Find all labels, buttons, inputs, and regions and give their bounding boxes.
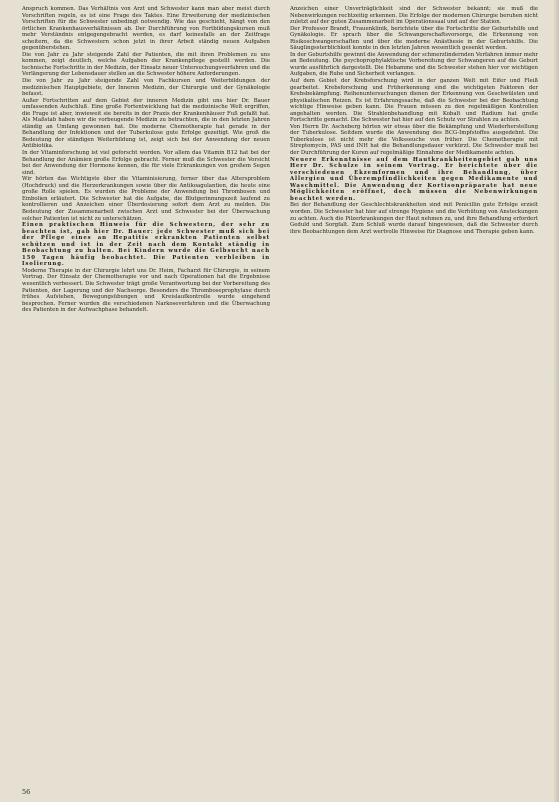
paragraph: Bei der Behandlung der Geschlechtskrankheiten sind mit Penicillin gute Erfolge erzielt worden. Die Schwester hat hier auf strenge Hygiene und die Verhütung von Ansteckungen zu achten. Auch die Pilzerkrankungen der Haut nehmen zu, und ihre Behandlung erfordert Geduld und Sorgfalt. Zum Schluß wurde darauf hingewiesen, daß die Schwester durch ihre Beobachtungen dem Arzt wertvolle Hinweise für Diagnose und Therapie geben kann.: [290, 202, 538, 235]
paragraph: Die von Jahr zu Jahr steigende Zahl der Patienten, die mit ihren Problemen zu uns kommen, zeigt deutlich, welche Aufgaben der Krankenpflege gestellt werden. Die technische Fortschritte in der Medizin, der Einsatz neuer Untersuchungsverfahren und die Verlängerung der Lebensdauer stellen an die Schwester höhere Anforderungen.: [22, 51, 270, 78]
paragraph: Moderne Therapie in der Chirurgie lehrt uns Dr. Heim, Facharzt für Chirurgie, in seinem Vortrag. Der Einsatz der Chemotherapie vor und nach Operationen hat die Ergebnisse wesentlich verbessert. Die Schwester trägt große Verantwortung bei der Vorbereitung des Patienten, der Lagerung und der Nachsorge. Besonders die Thromboseprophylaxe durch frühes Aufstehen, Bewegungsübungen und Kreislaufkontrolle wurde eingehend besprochen. Ferner wurden die verschiedenen Narkoseverfahren und die Überwachung des Patienten in der Aufwachphase behandelt.: [22, 267, 270, 314]
paragraph: Anzeichen einer Unverträglichkeit sind der Schwester bekannt; sie muß die Nebenwirkungen rechtzeitig erkennen. Die Erfolge der modernen Chirurgie beruhen nicht zuletzt auf der guten Zusammenarbeit im Operationssaal und auf der Station.: [290, 6, 538, 26]
page-number: 56: [22, 788, 31, 796]
paragraph: Anspruch kommen. Das Verhältnis von Arzt und Schwester kann man aber meist durch Vorschriften regeln, es ist eine Frage des Taktes. Eine Erweiterung der medizinischen Vorschriften für die Schwester unbedingt notwendig. Wie das geschieht, hängt von den örtlichen Krankenhausverhältnissen ab. Der Durchführung von Fortbildungskursen muß mehr Verständnis entgegengebracht werden, es darf keinesfalls an der Zeitfrage scheitern, da die Schwestern schon jetzt in ihrer Arbeit ständig neuen Aufgaben gegenüberstehen.: [22, 6, 270, 52]
paragraph: Die von Jahr zu Jahr steigende Zahl von Fachkursen und Weiterbildungen der medizinischen Hauptgebiete, der Inneren Medizin, der Chirurgie und der Gynäkologie befasst.: [22, 78, 270, 98]
paragraph: In der Geburtshilfe gewinnt die Anwendung der schmerzlindernden Verfahren immer mehr an Bedeutung. Die psychoprophylaktische Vorbereitung der Schwangeren auf die Geburt wurde ausführlich dargestellt. Die Hebamme und die Schwester stehen hier vor wichtigen Aufgaben, die Ruhe und Sicherheit verlangen.: [290, 51, 538, 78]
scan-edge-shadow: [553, 0, 559, 802]
paragraph: In der Vitaminforschung ist viel geforscht worden. Vor allem das Vitamin B12 hat bei der Behandlung der Anämien große Erfolge gebracht. Ferner muß die Schwester die Vorsicht bei der Anwendung der Hormone kennen, die für viele Erkrankungen von großem Segen sind.: [22, 150, 270, 176]
paragraph: Von Herrn Dr. Ascheberg hörten wir etwas über die Bekämpfung und Wiederherstellung der Tuberkulose. Seitdem wurde die Anwendung des BCG-Impfstoffes ausgedehnt. Die Tuberkulose ist nicht mehr die Volksseuche von früher. Die Chemotherapie mit Streptomycin, PAS und INH hat die Behandlungsdauer verkürzt. Die Schwester muß bei der Durchführung der Kuren auf regelmäßige Einnahme der Medikamente achten.: [290, 123, 538, 157]
paragraph: Der Professor Brandt, Frauenklinik, berichtete über die Fortschritte der Geburtshilfe und Gynäkologie. Er sprach über die Schwangerschaftsvorsorge, die Erkennung von Risikoschwangerschaften und über die moderne Anästhesie in der Geburtshilfe. Die Säuglingssterblichkeit konnte in den letzten Jahren wesentlich gesenkt werden.: [290, 25, 538, 52]
paragraph: Außer Fortschritten auf dem Gebiet der inneren Medizin gibt uns hier Dr. Bauer umfassenden Aufschluß. Eine große Fortentwicklung hat die medizinische Welt ergriffen, die Frage ist aber, inwieweit sie bereits in der Praxis der Krankenhäuser Fuß gefaßt hat. Als Maßstab haben wir die vorbeugende Medizin zu betrachten, die in den letzten Jahren ständig an Umfang gewonnen hat. Die moderne Chemotherapie hat gerade in der Behandlung der Infektionen und der Tuberkulose gute Erfolge gezeitigt. Wie groß die Bedeutung der ständigen Weiterbildung ist, zeigt sich bei der Anwendung der neuen Antibiotika.: [22, 97, 270, 150]
paragraph: Wir hörten das Wichtigste über die Vitaminisierung, ferner über das Altersproblem (Hochdruck) und die Herzerkrankungen sowie über die Antikoagulantien, die heute eine große Rolle spielen. Es wurden die Probleme der Anwendung bei Thrombosen und Embolien erläutert. Die Schwester hat die Aufgabe, die Blutgerinnungszeit laufend zu kontrollieren und Anzeichen einer Überdosierung sofort dem Arzt zu melden. Die Bedeutung der Zusammenarbeit zwischen Arzt und Schwester bei der Überwachung solcher Patienten ist nicht zu unterschätzen.: [22, 176, 270, 222]
right-text-column: [290, 6, 538, 796]
paragraph-emphasized: Neuere Erkenntnisse auf dem Hautkrankheitengebiet gab uns Herr Dr. Schulze in seinem Vortrag. Er berichtete über die verschiedenen Ekzemformen und ihre Behandlung, über Allergien und Überempfindlichkeiten gegen Medikamente und Waschmittel. Die Anwendung der Kortisonpräparate hat neue Möglichkeiten eröffnet, doch müssen die Nebenwirkungen beachtet werden.: [290, 156, 538, 202]
paragraph-emphasized: Einen praktischen Hinweis für die Schwestern, der sehr zu beachten ist, gab hier Dr. Bauer: jede Schwester muß sich bei der Pflege eines an Hepatitis erkrankten Patienten selbst schützen und ist in der Zeit nach dem Kontakt ständig in Beobachtung zu halten. Bei Kindern wurde die Gelbsucht nach 150 Tagen häufig beobachtet. Die Patienten verbleiben in Isolierung.: [22, 222, 270, 268]
paragraph: Auf dem Gebiet der Krebsforschung wird in der ganzen Welt mit Eifer und Fleiß gearbeitet. Krebsforschung und Früherkennung sind die wichtigsten Faktoren der Krebsbekämpfung. Reihenuntersuchungen dienen der Erkennung von Geschwülsten und physikalischen Reizen. Es ist Erfahrungssache, daß die Schwester bei der Beobachtung wichtige Hinweise geben kann. Die Frauen müssen zu den regelmäßigen Kontrollen angehalten werden. Die Strahlenbehandlung mit Kobalt und Radium hat große Fortschritte gemacht. Die Schwester hat hier auf den Schutz vor Strahlen zu achten.: [290, 78, 538, 124]
left-text-column: [22, 6, 270, 796]
